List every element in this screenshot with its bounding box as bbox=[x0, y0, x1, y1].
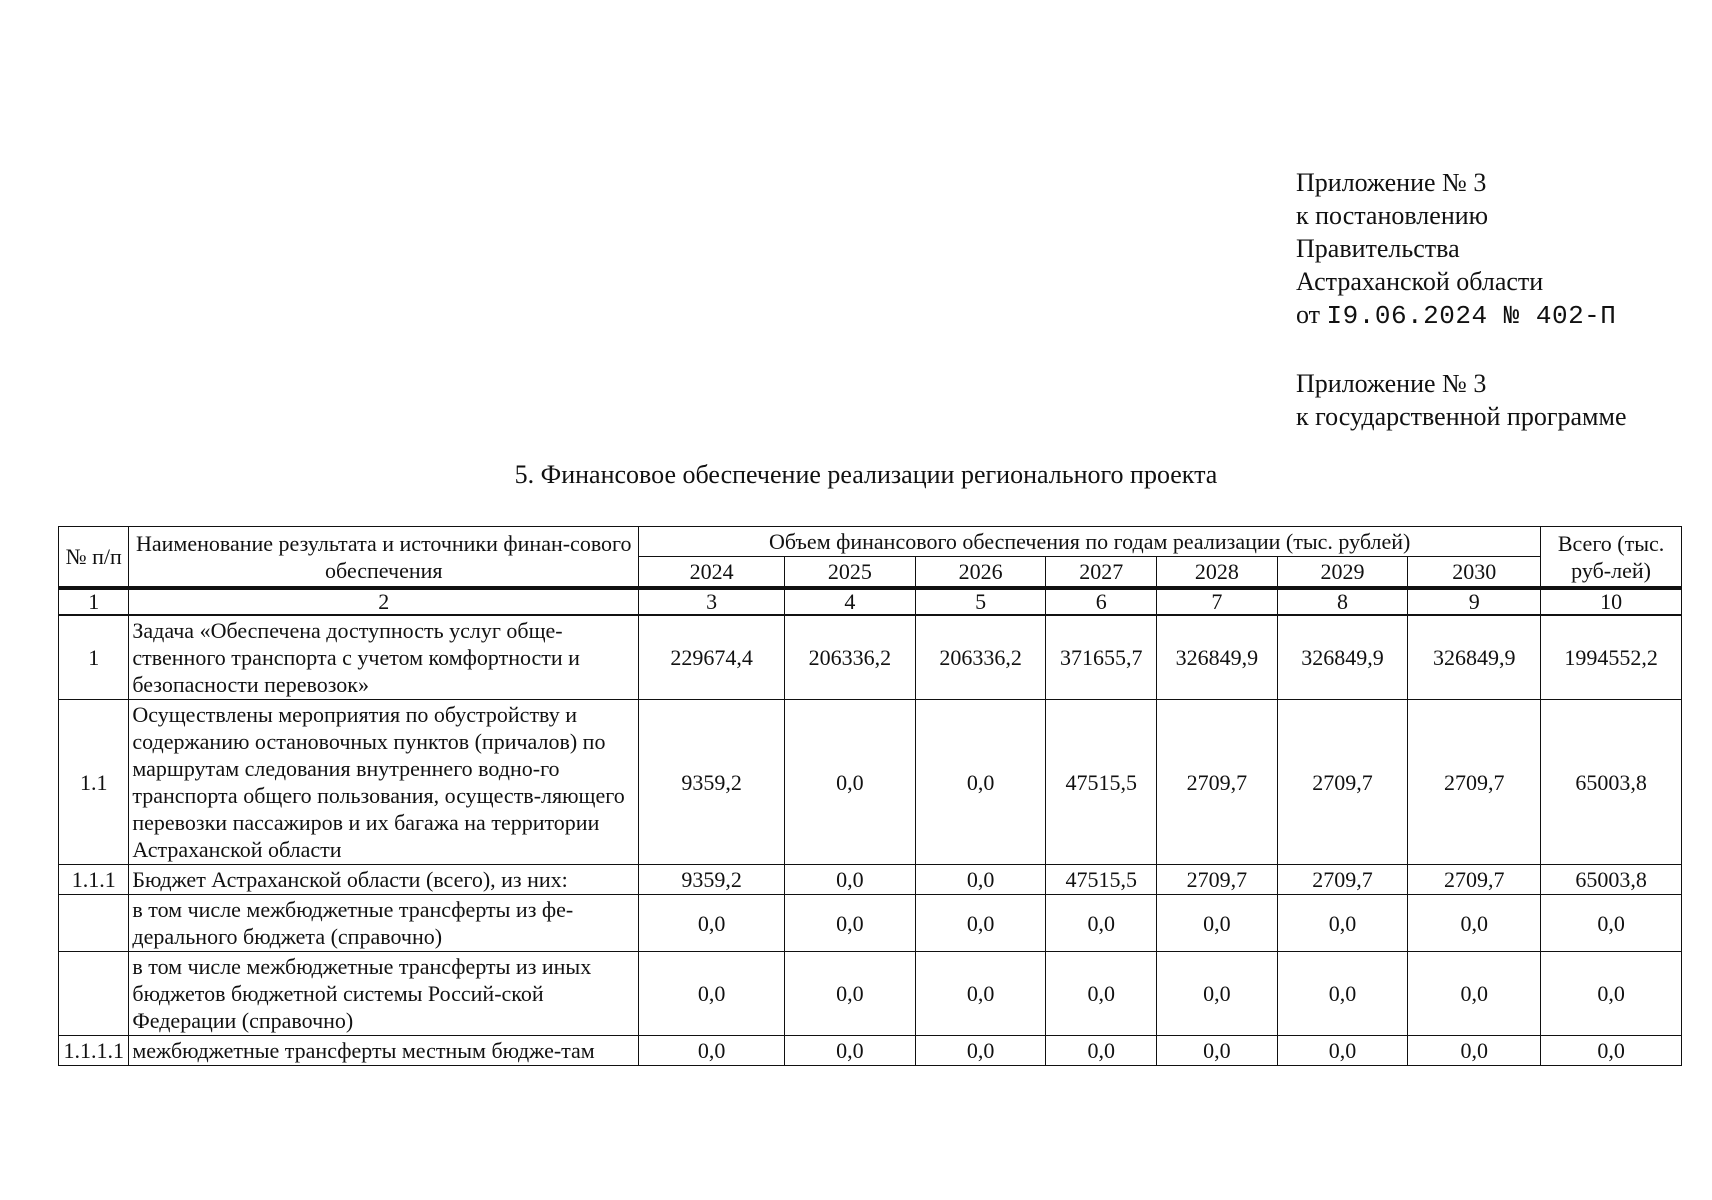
row-value: 0,0 bbox=[784, 952, 915, 1036]
row-number: 1.1.1 bbox=[59, 865, 129, 895]
column-number: 8 bbox=[1277, 588, 1408, 615]
row-value: 47515,5 bbox=[1046, 865, 1157, 895]
row-total: 0,0 bbox=[1541, 1036, 1682, 1066]
table-row bbox=[59, 895, 1682, 952]
decree-date-line bbox=[1296, 298, 1627, 333]
row-number: 1.1 bbox=[59, 700, 129, 865]
row-total: 1994552,2 bbox=[1541, 615, 1682, 700]
row-value: 2709,7 bbox=[1277, 700, 1408, 865]
row-value: 0,0 bbox=[784, 865, 915, 895]
row-total: 0,0 bbox=[1541, 952, 1682, 1036]
row-value: 0,0 bbox=[1157, 952, 1278, 1036]
row-number: 1 bbox=[59, 615, 129, 700]
row-value: 2709,7 bbox=[1157, 700, 1278, 865]
row-value: 0,0 bbox=[784, 1036, 915, 1066]
appendix-header bbox=[1296, 166, 1627, 433]
row-value: 0,0 bbox=[1046, 1036, 1157, 1066]
row-value: 326849,9 bbox=[1157, 615, 1278, 700]
column-number: 1 bbox=[59, 588, 129, 615]
column-number: 6 bbox=[1046, 588, 1157, 615]
decree-region-line: Астраханской области bbox=[1296, 267, 1544, 296]
row-value: 0,0 bbox=[915, 865, 1046, 895]
program-ref-line: к государственной программе bbox=[1296, 402, 1627, 431]
header-year: 2025 bbox=[784, 557, 915, 589]
row-value: 229674,4 bbox=[639, 615, 785, 700]
row-value: 2709,7 bbox=[1408, 865, 1541, 895]
row-value: 0,0 bbox=[1046, 952, 1157, 1036]
column-number: 7 bbox=[1157, 588, 1278, 615]
column-number: 9 bbox=[1408, 588, 1541, 615]
program-appendix-label: Приложение № 3 bbox=[1296, 369, 1487, 398]
row-value: 0,0 bbox=[1408, 1036, 1541, 1066]
row-name: межбюджетные трансферты местным бюдже-там bbox=[129, 1036, 639, 1066]
row-name: Бюджет Астраханской области (всего), из них: bbox=[129, 865, 639, 895]
row-value: 0,0 bbox=[1277, 895, 1408, 952]
column-number: 4 bbox=[784, 588, 915, 615]
row-value: 0,0 bbox=[1277, 952, 1408, 1036]
header-year: 2030 bbox=[1408, 557, 1541, 589]
row-value: 47515,5 bbox=[1046, 700, 1157, 865]
table-row bbox=[59, 700, 1682, 865]
decree-ref-line: к постановлению bbox=[1296, 201, 1489, 230]
row-value: 0,0 bbox=[639, 1036, 785, 1066]
row-value: 9359,2 bbox=[639, 700, 785, 865]
row-value: 206336,2 bbox=[915, 615, 1046, 700]
column-number-row bbox=[59, 588, 1682, 615]
row-name: в том числе межбюджетные трансферты из иных бюджетов бюджетной системы Россий-ской Федерации (справочно) bbox=[129, 952, 639, 1036]
row-value: 326849,9 bbox=[1408, 615, 1541, 700]
row-value: 0,0 bbox=[1277, 1036, 1408, 1066]
row-name: в том числе межбюджетные трансферты из фе-дерального бюджета (справочно) bbox=[129, 895, 639, 952]
header-year: 2028 bbox=[1157, 557, 1278, 589]
decree-date-prefix: от bbox=[1296, 300, 1321, 329]
row-value: 9359,2 bbox=[639, 865, 785, 895]
row-name: Задача «Обеспечена доступность услуг обще-ственного транспорта с учетом комфортности и безопасности перевозок» bbox=[129, 615, 639, 700]
row-value: 0,0 bbox=[915, 1036, 1046, 1066]
header-year: 2024 bbox=[639, 557, 785, 589]
column-number: 5 bbox=[915, 588, 1046, 615]
header-year: 2029 bbox=[1277, 557, 1408, 589]
row-value: 2709,7 bbox=[1157, 865, 1278, 895]
section-title: 5. Финансовое обеспечение реализации регионального проекта bbox=[514, 460, 1218, 489]
row-value: 0,0 bbox=[784, 895, 915, 952]
header-year: 2026 bbox=[915, 557, 1046, 589]
row-value: 0,0 bbox=[915, 700, 1046, 865]
financing-table bbox=[58, 526, 1682, 1066]
header-total: Всего (тыс. руб-лей) bbox=[1541, 527, 1682, 589]
row-value: 0,0 bbox=[915, 895, 1046, 952]
row-value: 0,0 bbox=[1046, 895, 1157, 952]
row-value: 2709,7 bbox=[1277, 865, 1408, 895]
row-number bbox=[59, 895, 129, 952]
row-value: 326849,9 bbox=[1277, 615, 1408, 700]
row-value: 0,0 bbox=[784, 700, 915, 865]
row-value: 0,0 bbox=[1157, 895, 1278, 952]
column-number: 10 bbox=[1541, 588, 1682, 615]
row-total: 65003,8 bbox=[1541, 700, 1682, 865]
row-value: 371655,7 bbox=[1046, 615, 1157, 700]
row-total: 0,0 bbox=[1541, 895, 1682, 952]
table-row bbox=[59, 1036, 1682, 1066]
row-number bbox=[59, 952, 129, 1036]
row-value: 2709,7 bbox=[1408, 700, 1541, 865]
decree-appendix-label: Приложение № 3 bbox=[1296, 168, 1487, 197]
row-value: 0,0 bbox=[639, 952, 785, 1036]
column-number: 2 bbox=[129, 588, 639, 615]
row-value: 0,0 bbox=[1408, 952, 1541, 1036]
header-name: Наименование результата и источники финан-сового обеспечения bbox=[129, 527, 639, 589]
decree-date-number: I9.06.2024 № 402-П bbox=[1326, 301, 1617, 331]
row-value: 0,0 bbox=[1408, 895, 1541, 952]
column-number: 3 bbox=[639, 588, 785, 615]
row-value: 0,0 bbox=[639, 895, 785, 952]
table-row bbox=[59, 615, 1682, 700]
table-row bbox=[59, 952, 1682, 1036]
decree-issuer-line: Правительства bbox=[1296, 234, 1460, 263]
header-year: 2027 bbox=[1046, 557, 1157, 589]
row-name: Осуществлены мероприятия по обустройству и содержанию остановочных пунктов (причалов) по маршрутам следования внутреннего водно-го транспорта общего пользования, осуществ-ляющего перевозки пассажиров и их багажа на территории Астраханской области bbox=[129, 700, 639, 865]
row-value: 0,0 bbox=[1157, 1036, 1278, 1066]
row-value: 0,0 bbox=[915, 952, 1046, 1036]
row-total: 65003,8 bbox=[1541, 865, 1682, 895]
row-number: 1.1.1.1 bbox=[59, 1036, 129, 1066]
table-row bbox=[59, 865, 1682, 895]
header-volume: Объем финансового обеспечения по годам реализации (тыс. рублей) bbox=[639, 527, 1541, 557]
row-value: 206336,2 bbox=[784, 615, 915, 700]
header-num: № п/п bbox=[59, 527, 129, 589]
